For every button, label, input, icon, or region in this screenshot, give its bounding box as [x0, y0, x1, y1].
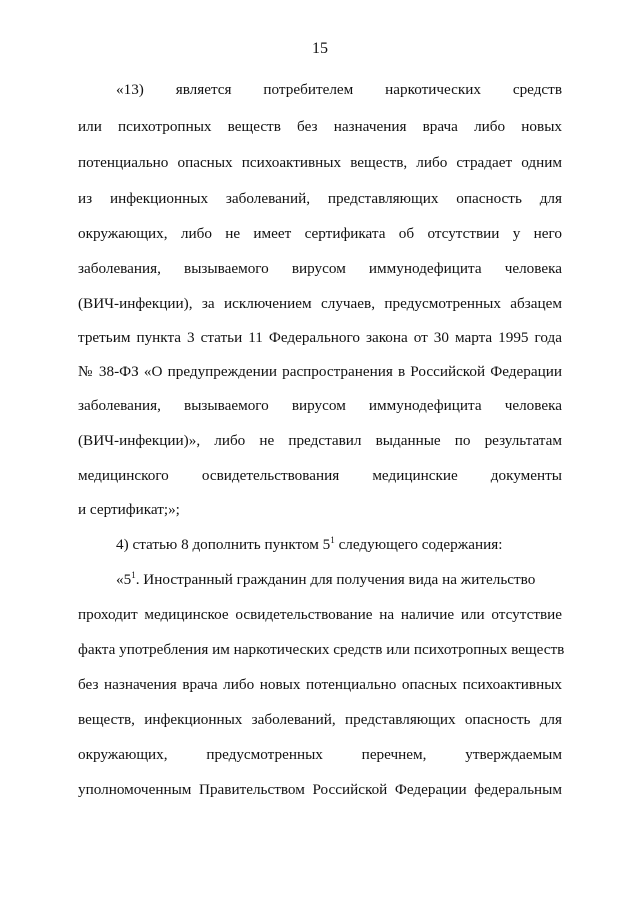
text-line: медицинского освидетельствования медицинские документы	[78, 467, 562, 484]
clause-text: . Иностранный гражданин для получения вида на жительство	[135, 571, 536, 588]
text-line: окружающих, либо не имеет сертификата об отсутствии у него	[78, 225, 562, 242]
superscript: 1	[131, 570, 136, 580]
text-line: веществ, инфекционных заболеваний, представляющих опасность для	[78, 711, 562, 728]
text-line: заболевания, вызываемого вирусом иммунодефицита человека	[78, 260, 562, 277]
amendment-text: 4) статью 8 дополнить пунктом 5	[116, 536, 331, 553]
text-line: и сертификат;»;	[78, 501, 180, 518]
text-line: проходит медицинское освидетельствование на наличие или отсутствие	[78, 606, 562, 623]
text-line: «13) является потребителем наркотических средств	[116, 81, 562, 98]
text-line: факта употребления им наркотических средств или психотропных веществ	[78, 641, 565, 658]
text-line: окружающих, предусмотренных перечнем, утверждаемым	[78, 746, 562, 763]
text-line: уполномоченным Правительством Российской Федерации федеральным	[78, 781, 562, 798]
text-line: третьим пункта 3 статьи 11 Федерального закона от 30 марта 1995 года	[78, 329, 562, 346]
amendment-line	[116, 535, 562, 555]
clause-start-line	[116, 570, 562, 590]
text-line: потенциально опасных психоактивных веществ, либо страдает одним	[78, 154, 562, 171]
page-number: 15	[312, 40, 328, 57]
text-line: (ВИЧ-инфекции)», либо не представил выданные по результатам	[78, 432, 562, 449]
amendment-text-end: следующего содержания:	[334, 536, 503, 553]
text-line: заболевания, вызываемого вирусом иммунодефицита человека	[78, 397, 562, 414]
text-line: из инфекционных заболеваний, представляющих опасность для	[78, 190, 562, 207]
text-line: № 38-ФЗ «О предупреждении распространения в Российской Федерации	[78, 363, 562, 380]
clause-number: «5	[116, 571, 132, 588]
text-line: без назначения врача либо новых потенциально опасных психоактивных	[78, 676, 562, 693]
superscript: 1	[330, 535, 335, 545]
text-line: (ВИЧ-инфекции), за исключением случаев, предусмотренных абзацем	[78, 295, 562, 312]
text-line: или психотропных веществ без назначения врача либо новых	[78, 118, 562, 135]
